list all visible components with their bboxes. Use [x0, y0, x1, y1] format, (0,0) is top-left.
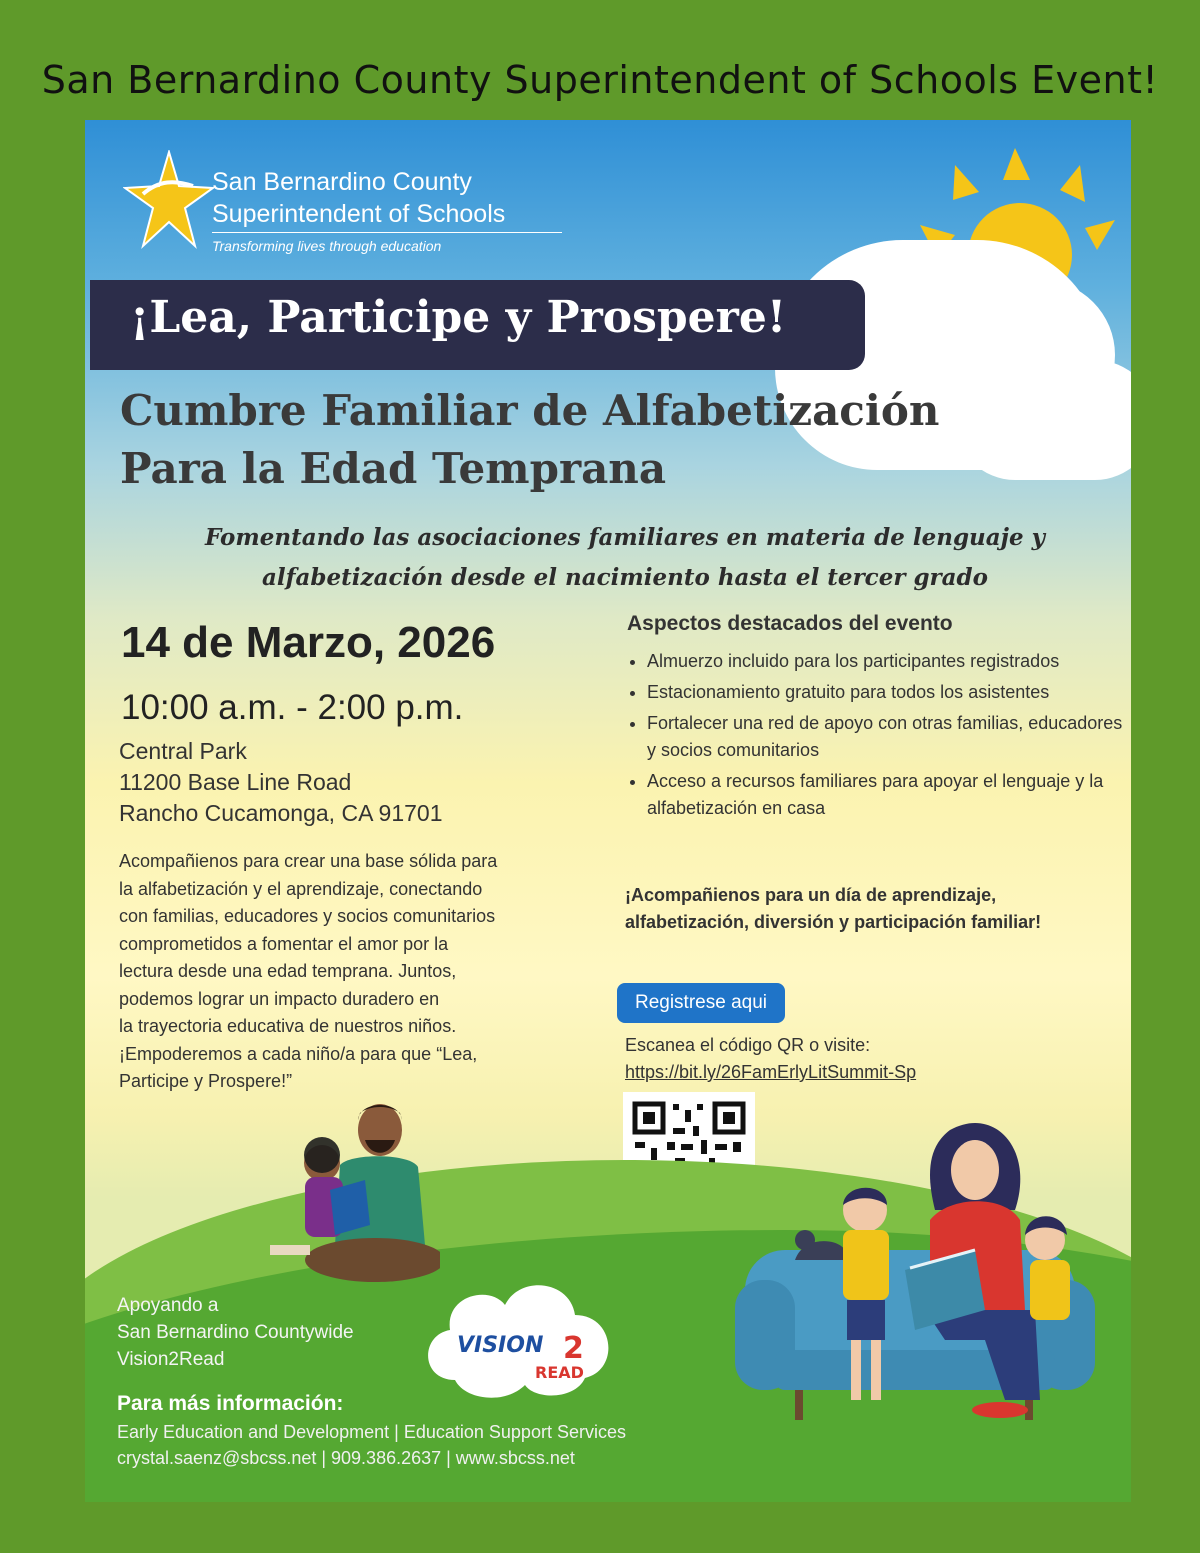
- subtitle-line-2: alfabetización desde el nacimiento hasta el tercer grado: [262, 564, 988, 591]
- page-heading: San Bernardino County Superintendent of Schools Event!: [41, 58, 1159, 102]
- city-state-zip: Rancho Cucamonga, CA 91701: [119, 800, 443, 826]
- description-line: con familias, educadores y socios comunitarios: [119, 906, 496, 926]
- more-info-title: Para más información:: [117, 1392, 344, 1415]
- title-line-2: Para la Edad Temprana: [120, 444, 667, 493]
- description-line: Acompañienos para crear una base sólida para: [119, 851, 498, 871]
- street-address: 11200 Base Line Road: [119, 769, 352, 795]
- registration-link[interactable]: https://bit.ly/26FamErlyLitSummit-Sp: [625, 1062, 917, 1082]
- svg-text:READ: READ: [535, 1363, 584, 1382]
- highlights-title: Aspectos destacados del evento: [627, 612, 953, 635]
- father-child-reading-illustration: [260, 1085, 440, 1285]
- highlight-item: • Acceso a recursos familiares para apoyar el lenguaje y la alfabetización en casa: [647, 768, 1127, 822]
- event-description: [119, 848, 589, 1096]
- support-line-3: Vision2Read: [117, 1349, 225, 1370]
- star-logo-icon: [123, 150, 215, 250]
- logo-line-2: Superintendent of Schools: [212, 200, 506, 228]
- family-reading-couch-illustration: [735, 1110, 1125, 1470]
- logo-line-1: San Bernardino County: [212, 168, 472, 196]
- description-line: la alfabetización y el aprendizaje, conectando: [119, 878, 483, 899]
- vision2read-logo: [415, 1260, 625, 1410]
- highlights-list: [627, 648, 1127, 826]
- event-address: [119, 736, 443, 829]
- subtitle-line-1: Fomentando las asociaciones familiares en materia de lenguaje y: [204, 524, 1046, 551]
- slogan-text: ¡Lea, Participe y Prospere!: [130, 292, 787, 343]
- more-info-contact[interactable]: crystal.saenz@sbcss.net | 909.386.2637 | www.sbcss.net: [117, 1448, 575, 1468]
- support-text: [117, 1292, 354, 1373]
- description-line: la trayectoria educativa de nuestros niños.: [119, 1016, 457, 1036]
- highlight-item: • Fortalecer una red de apoyo con otras familias, educadores y socios comunitarios: [647, 710, 1127, 764]
- svg-text:VISION: VISION: [457, 1333, 544, 1358]
- title-line-1: Cumbre Familiar de Alfabetización: [120, 386, 940, 435]
- description-line: comprometidos a fomentar el amor por la: [119, 933, 449, 954]
- highlight-item: • Estacionamiento gratuito para todos los asistentes: [647, 679, 1127, 706]
- event-flyer: [85, 120, 1131, 1502]
- description-line: ¡Empoderemos a cada niño/a para que “Lea,: [119, 1043, 478, 1064]
- description-line: Participe y Prospere!”: [119, 1071, 293, 1091]
- slogan-banner: [90, 280, 865, 370]
- join-invitation: ¡Acompañienos para un día de aprendizaje, alfabetización, diversión y participación familiar!: [625, 885, 1042, 932]
- event-date: 14 de Marzo, 2026: [121, 618, 496, 667]
- support-line-1: Apoyando a: [117, 1295, 219, 1316]
- register-button[interactable]: Registrese aqui: [617, 983, 785, 1023]
- highlight-item: • Almuerzo incluido para los participantes registrados: [647, 648, 1127, 675]
- venue-name: Central Park: [119, 738, 247, 764]
- scan-text: Escanea el código QR o visite:: [625, 1035, 871, 1055]
- logo-divider: [212, 232, 562, 233]
- svg-text:2: 2: [563, 1331, 584, 1366]
- description-line: lectura desde una edad temprana. Juntos,: [119, 961, 457, 981]
- description-line: podemos lograr un impacto duradero en: [119, 988, 440, 1009]
- event-time: 10:00 a.m. - 2:00 p.m.: [121, 688, 464, 727]
- support-line-2: San Bernardino Countywide: [117, 1322, 354, 1343]
- event-subtitle: [145, 518, 1105, 598]
- scan-instructions: [625, 1032, 1045, 1086]
- logo-tagline: Transforming lives through education: [212, 238, 442, 254]
- more-info-departments: Early Education and Development | Education Support Services: [117, 1422, 626, 1442]
- event-title: [120, 382, 939, 498]
